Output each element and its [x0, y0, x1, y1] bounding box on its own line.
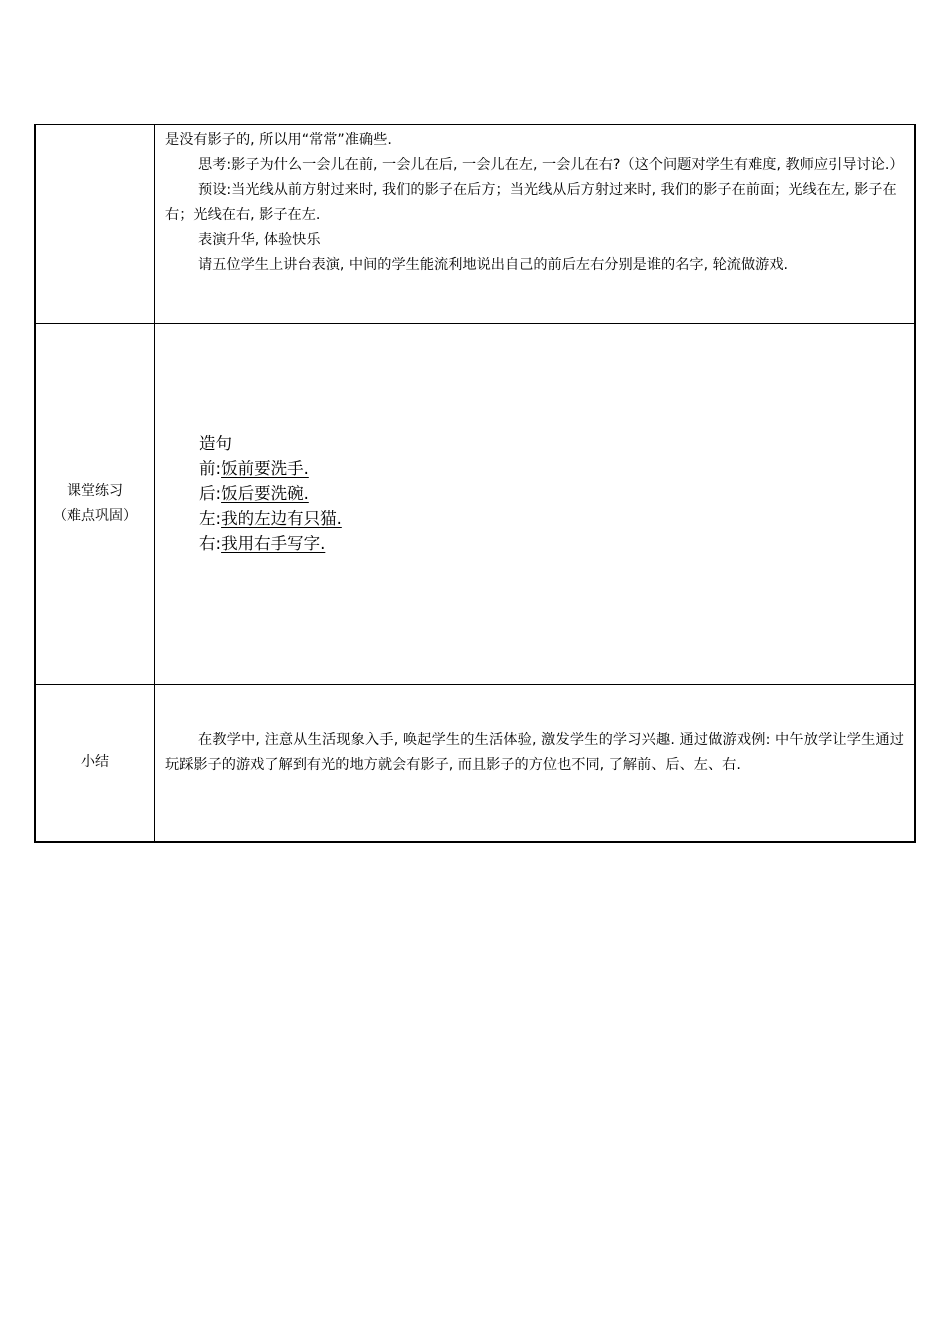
example-sentence	[199, 456, 914, 481]
label-line: 课堂练习	[67, 483, 123, 499]
table-row	[35, 685, 915, 842]
example-sentence	[199, 481, 914, 506]
summary-paragraph: 在教学中, 注意从生活现象入手, 唤起学生的生活体验, 激发学生的学习兴趣. 通过做游戏例: 中午放学让学生通过玩踩影子的游戏了解到有光的地方就会有影子, 而且影子的方位也不同, 了解前、后、左、右.	[165, 732, 904, 773]
example-answer: 我的左边有只猫.	[221, 509, 342, 528]
row-label-summary	[35, 685, 155, 842]
lesson-plan-table	[34, 124, 916, 843]
example-word: 后:	[199, 484, 222, 503]
table-row	[35, 324, 915, 685]
row-label-empty	[35, 125, 155, 324]
exercise-heading: 造句	[199, 434, 232, 453]
paragraph-performance: 请五位学生上讲台表演, 中间的学生能流利地说出自己的前后左右分别是谁的名字, 轮流做游戏.	[198, 257, 789, 273]
example-sentence	[199, 506, 914, 531]
example-word: 前:	[199, 459, 222, 478]
paragraph-think: 思考:影子为什么一会儿在前, 一会儿在后, 一会儿在左, 一会儿在右?（这个问题对学生有难度, 教师应引导讨论.）	[198, 157, 904, 173]
paragraph-preset: 预设:当光线从前方射过来时, 我们的影子在后方；当光线从后方射过来时, 我们的影子在前面；光线在左, 影子在右；光线在右, 影子在左.	[165, 182, 897, 223]
example-answer: 饭后要洗碗.	[221, 484, 309, 503]
example-answer: 饭前要洗手.	[221, 459, 309, 478]
paragraph-continued: 是没有影子的, 所以用“常常”准确些.	[165, 132, 392, 148]
summary-cell	[155, 685, 916, 842]
example-word: 左:	[199, 509, 222, 528]
row-label-practice	[35, 324, 155, 685]
practice-cell	[155, 324, 916, 685]
label-line: 小结	[81, 754, 109, 771]
example-sentence	[199, 531, 914, 556]
paragraph-performance-heading: 表演升华, 体验快乐	[198, 232, 321, 248]
label-line: （难点巩固）	[53, 508, 137, 524]
example-word: 右:	[199, 534, 222, 553]
example-answer: 我用右手写字.	[221, 534, 326, 553]
table-row	[35, 125, 915, 324]
teaching-process-cell	[155, 125, 916, 324]
